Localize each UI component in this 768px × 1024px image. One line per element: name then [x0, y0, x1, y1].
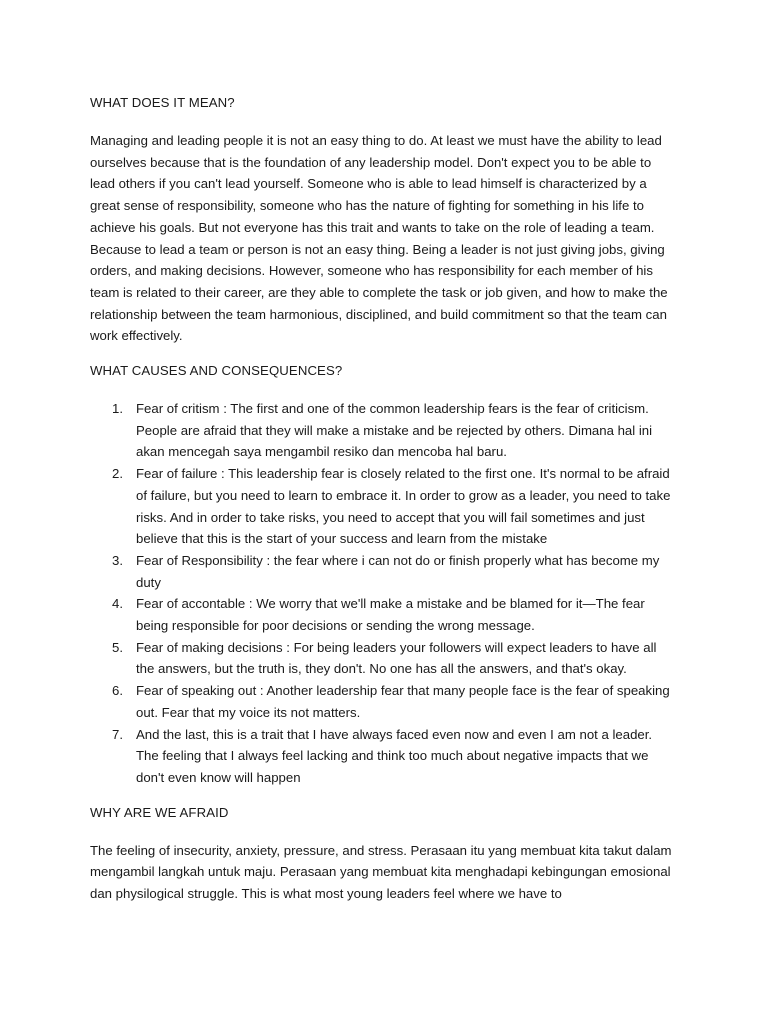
heading-causes-and-consequences: WHAT CAUSES AND CONSEQUENCES? — [90, 363, 343, 379]
list-item-number: 1. — [112, 401, 123, 417]
list-item-text: And the last, this is a trait that I have always faced even now and even I am not a leader. The feeling that I always feel lacking and think too much about negative impacts that we don't even know will happen — [136, 726, 653, 785]
list-item-number: 6. — [112, 683, 123, 699]
list-item-number: 3. — [112, 552, 123, 568]
list-item — [90, 550, 678, 593]
list-item-text: Fear of making decisions : For being leaders your followers will expect leaders to have all the answers, but the truth is, they don't. No one has all the answers, and that's okay. — [136, 639, 657, 677]
heading-what-does-it-mean: WHAT DOES IT MEAN? — [90, 95, 235, 110]
intro-paragraph: Managing and leading people it is not an easy thing to do. At least we must have the ability to lead ourselves because that is the foundation of any leadership model. Don't expect you to be able to lead others if you can't lead yourself. Someone who is able to lead himself is characterized by a great sense of responsibility, someone who has the nature of fighting for something in his life to achieve his goals. But not everyone has this trait and wants to take on the role of leading a team. Because to lead a team or person is not an easy thing. Being a leader is not just giving jobs, giving orders, and making decisions. However, someone who has responsibility for each member of his team is related to their career, are they able to complete the task or job given, and how to make the relationship between the team harmonious, disciplined, and build commitment so that the team can work effectively. — [90, 133, 668, 344]
list-item — [90, 398, 678, 463]
list-item-text: Fear of speaking out : Another leadership fear that many people face is the fear of speaking out. Fear that my voice its not matters. — [136, 683, 670, 720]
heading-why-are-we-afraid: WHY ARE WE AFRAID — [90, 804, 229, 820]
list-item — [90, 724, 678, 789]
list-item-number: 2. — [112, 466, 123, 482]
fears-list — [90, 398, 678, 789]
list-item-text: Fear of critism : The first and one of the common leadership fears is the fear of criticism. People are afraid that they will make a mistake and be rejected by others. Dimana hal ini akan mencegah saya mengambil resiko dan mencoba hal baru. — [136, 401, 653, 460]
list-item-text: Fear of failure : This leadership fear is closely related to the first one. It's normal to be afraid of failure, but you need to learn to embrace it. In order to grow as a leader, you need to take risks. And in order to take risks, you need to accept that you will fail sometimes and just believe that this is the start of your success and learn from the mistake — [136, 466, 671, 547]
closing-paragraph: The feeling of insecurity, anxiety, pressure, and stress. Perasaan itu yang membuat kita takut dalam mengambil langkah untuk maju. Perasaan yang membuat kita menghadapi kebingungan emosional dan physilogical struggle. This is what most young leaders feel where we have to — [90, 842, 672, 902]
list-item-text: Fear of Responsibility : the fear where i can not do or finish properly what has become my duty — [136, 552, 660, 590]
list-item-text: Fear of accontable : We worry that we'll make a mistake and be blamed for it—The fear being responsible for poor decisions or sending the wrong message. — [136, 596, 645, 634]
list-item — [90, 463, 678, 550]
list-item-number: 4. — [112, 596, 123, 612]
list-item-number: 5. — [112, 639, 123, 655]
list-item — [90, 637, 678, 680]
list-item — [90, 680, 678, 723]
list-item — [90, 593, 678, 636]
list-item-number: 7. — [112, 726, 123, 742]
